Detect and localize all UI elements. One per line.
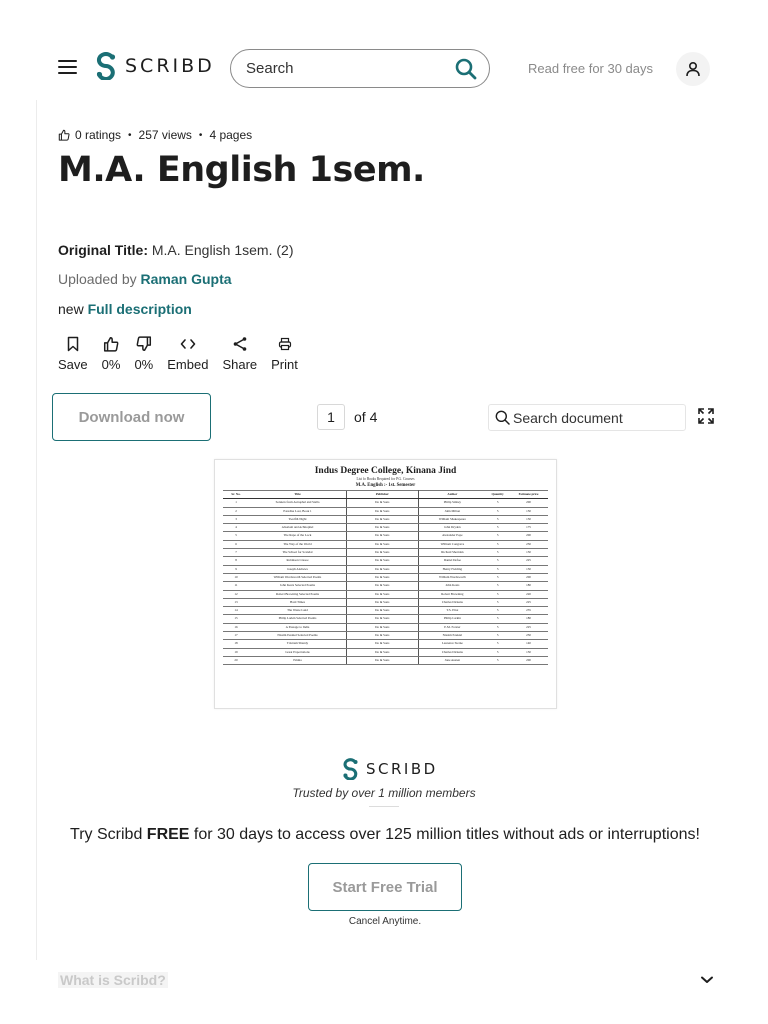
table-cell: Do & Sons: [347, 557, 419, 565]
printer-icon: [278, 337, 292, 351]
table-row: [223, 590, 548, 598]
share-button[interactable]: [222, 334, 257, 372]
table-cell: 9: [223, 565, 249, 573]
table-cell: Absalom and Achitophel: [249, 524, 347, 532]
try-prefix: Try Scribd: [70, 826, 147, 843]
table-cell: Twelfth Night: [249, 515, 347, 523]
table-cell: 4: [223, 524, 249, 532]
try-suffix: for 30 days to access over 125 million titles without ads or interruptions!: [189, 826, 700, 843]
table-cell: Do & Sons: [347, 590, 419, 598]
table-header-cell: Title: [249, 491, 347, 499]
table-cell: 150: [509, 549, 548, 557]
table-body: [223, 499, 548, 665]
table-cell: 17: [223, 632, 249, 640]
table-cell: 13: [223, 598, 249, 606]
document-search-box[interactable]: [488, 404, 686, 431]
table-cell: Charles Dickens: [418, 598, 486, 606]
table-cell: Do & Sons: [347, 632, 419, 640]
table-cell: 6: [223, 540, 249, 548]
uploader-link[interactable]: Raman Gupta: [140, 271, 232, 287]
table-row: [223, 499, 548, 507]
table-cell: 180: [509, 615, 548, 623]
original-title-label: Original Title:: [58, 242, 148, 258]
table-cell: John Keats: [418, 582, 486, 590]
table-cell: Hard Times: [249, 598, 347, 606]
promo-logo-wordmark: SCRIBD: [366, 760, 438, 778]
table-cell: Robert Browning: [418, 590, 486, 598]
views-count: 257 views: [138, 128, 192, 142]
table-row: [223, 524, 548, 532]
thumbs-down-icon: [136, 336, 152, 352]
dislike-percent: 0%: [134, 357, 154, 372]
table-cell: 5: [486, 565, 509, 573]
table-row: [223, 557, 548, 565]
table-header-cell: Estimate price: [509, 491, 548, 499]
table-cell: Do & Sons: [347, 582, 419, 590]
table-cell: Robinson Crusoe: [249, 557, 347, 565]
table-header-row: [223, 491, 548, 499]
table-cell: Do & Sons: [347, 565, 419, 573]
table-cell: 14: [223, 607, 249, 615]
table-row: [223, 540, 548, 548]
table-cell: Charles Dickens: [418, 648, 486, 656]
table-cell: Do & Sons: [347, 623, 419, 631]
table-cell: Do & Sons: [347, 598, 419, 606]
full-description-link[interactable]: Full description: [87, 301, 192, 317]
pages-count: 4 pages: [209, 128, 253, 142]
scribd-s-icon: [95, 52, 117, 80]
table-cell: Do & Sons: [347, 615, 419, 623]
table-row: [223, 549, 548, 557]
table-header-cell: Sr. No.: [223, 491, 249, 499]
table-cell: John Keats Selected Poems: [249, 582, 347, 590]
search-icon: [495, 410, 510, 425]
table-cell: 5: [486, 648, 509, 656]
table-cell: Nissim Ezekiel: [418, 632, 486, 640]
table-cell: 5: [486, 557, 509, 565]
table-cell: The Rape of the Lock: [249, 532, 347, 540]
total-pages: of 4: [354, 409, 378, 425]
table-row: [223, 656, 548, 664]
separator-dot: •: [128, 129, 132, 141]
doc-meta-row: [58, 128, 252, 142]
table-cell: Alexander Pope: [418, 532, 486, 540]
table-cell: William Wordsworth: [418, 573, 486, 581]
code-icon: [180, 338, 196, 350]
uploaded-by: [58, 271, 232, 287]
table-cell: Do & Sons: [347, 573, 419, 581]
table-cell: Nissim Ezekiel Selected Poems: [249, 632, 347, 640]
table-cell: 5: [486, 598, 509, 606]
table-row: [223, 582, 548, 590]
doc-college-heading: Indus Degree College, Kinana Jind: [314, 466, 457, 476]
original-title-value: M.A. English 1sem. (2): [151, 242, 294, 258]
doc-semester: M.A. English :- 1st. Semester: [355, 483, 416, 488]
table-cell: 180: [509, 582, 548, 590]
cancel-anytime-note: Cancel Anytime.: [348, 916, 422, 927]
table-cell: 12: [223, 590, 249, 598]
document-actions: [58, 334, 312, 372]
table-cell: 5: [486, 573, 509, 581]
table-row: [223, 515, 548, 523]
table-cell: 5: [486, 549, 509, 557]
thumbs-up-icon: [103, 336, 119, 352]
table-cell: Henry Fielding: [418, 565, 486, 573]
table-cell: Emma: [249, 656, 347, 664]
top-header: [0, 0, 768, 100]
download-now-button[interactable]: Download now: [52, 393, 211, 441]
table-cell: Tristram Shandy: [249, 640, 347, 648]
table-row: [223, 607, 548, 615]
table-cell: 5: [486, 499, 509, 507]
print-label: Print: [271, 357, 298, 372]
table-cell: The Way of the World: [249, 540, 347, 548]
save-button[interactable]: [58, 334, 88, 372]
current-page-input[interactable]: 1: [317, 404, 345, 430]
table-cell: 150: [509, 507, 548, 515]
table-cell: 5: [486, 582, 509, 590]
table-cell: 19: [223, 648, 249, 656]
print-button[interactable]: [271, 334, 298, 372]
table-cell: E.M. Forster: [418, 623, 486, 631]
table-cell: 175: [509, 524, 548, 532]
table-cell: Philip Sidney: [418, 499, 486, 507]
share-label: Share: [222, 357, 258, 372]
table-row: [223, 623, 548, 631]
table-cell: 220: [509, 590, 548, 598]
table-cell: Philip Larkin: [418, 615, 486, 623]
table-row: [223, 573, 548, 581]
table-cell: 5: [486, 532, 509, 540]
table-cell: Do & Sons: [347, 540, 419, 548]
table-cell: 2: [223, 507, 249, 515]
table-cell: 250: [509, 632, 548, 640]
read-free-link[interactable]: Read free for 30 days: [528, 61, 654, 76]
table-cell: 10: [223, 573, 249, 581]
table-cell: 250: [509, 540, 548, 548]
table-cell: 140: [509, 640, 548, 648]
table-cell: Laurence Sterne: [418, 640, 486, 648]
trial-offer-text: [0, 826, 768, 844]
start-free-trial-button[interactable]: Start Free Trial: [308, 863, 462, 911]
scribd-logo[interactable]: [95, 52, 215, 80]
table-cell: 1: [223, 499, 249, 507]
table-cell: 5: [486, 590, 509, 598]
share-icon: [232, 336, 248, 352]
table-row: [223, 632, 548, 640]
separator-dot: •: [198, 129, 203, 141]
description-row: [58, 301, 192, 317]
table-cell: Do & Sons: [347, 515, 419, 523]
table-cell: Do & Sons: [347, 607, 419, 615]
search-bar[interactable]: [230, 49, 490, 88]
thumbs-up-icon: [58, 129, 70, 141]
table-cell: Sonnets from Astrophel and Stella: [249, 499, 347, 507]
faq-what-is-scribd[interactable]: What is Scribd?: [60, 972, 166, 988]
table-cell: 225: [509, 598, 548, 606]
table-cell: The School for Scandal: [249, 549, 347, 557]
scribd-s-icon: [342, 758, 359, 780]
table-row: [223, 507, 548, 515]
table-cell: William Congreve: [418, 540, 486, 548]
chevron-down-icon[interactable]: [700, 975, 714, 985]
table-cell: 225: [509, 623, 548, 631]
table-cell: Do & Sons: [347, 549, 419, 557]
table-cell: 5: [486, 640, 509, 648]
book-list-table: [223, 490, 548, 665]
table-cell: Richard Sheridan: [418, 549, 486, 557]
search-icon[interactable]: [455, 58, 477, 80]
table-cell: 235: [509, 607, 548, 615]
table-cell: 3: [223, 515, 249, 523]
table-cell: 225: [509, 557, 548, 565]
embed-button[interactable]: [167, 334, 208, 372]
promo-divider: [369, 806, 399, 807]
table-cell: Do & Sons: [347, 524, 419, 532]
table-cell: 8: [223, 557, 249, 565]
table-cell: T.S. Eliot: [418, 607, 486, 615]
table-cell: 5: [486, 656, 509, 664]
table-cell: 20: [223, 656, 249, 664]
table-cell: 200: [509, 499, 548, 507]
hamburger-menu-icon[interactable]: [58, 60, 77, 76]
table-cell: 5: [486, 615, 509, 623]
table-row: [223, 565, 548, 573]
table-cell: 5: [486, 507, 509, 515]
table-row: [223, 640, 548, 648]
table-header-cell: Author: [418, 491, 486, 499]
search-input[interactable]: [246, 60, 455, 77]
table-cell: 15: [223, 615, 249, 623]
table-cell: William Wordsworth Selected Poems: [249, 573, 347, 581]
like-percent: 0%: [101, 357, 121, 372]
table-cell: 7: [223, 549, 249, 557]
table-cell: Daniel Defoe: [418, 557, 486, 565]
table-cell: 150: [509, 515, 548, 523]
table-cell: John Dryden: [418, 524, 486, 532]
table-cell: Jane Austen: [418, 656, 486, 664]
bookmark-icon: [67, 336, 79, 352]
ratings-count: 0 ratings: [75, 128, 122, 142]
table-cell: Great Expectations: [249, 648, 347, 656]
table-cell: 150: [509, 648, 548, 656]
table-cell: Do & Sons: [347, 640, 419, 648]
table-cell: 200: [509, 532, 548, 540]
table-cell: Robert Browning Selected Poems: [249, 590, 347, 598]
table-cell: William Shakespeare: [418, 515, 486, 523]
table-cell: 5: [486, 623, 509, 631]
table-cell: Philip Larkin Selected Poems: [249, 615, 347, 623]
table-cell: John Milton: [418, 507, 486, 515]
table-cell: 200: [509, 656, 548, 664]
table-cell: 5: [486, 515, 509, 523]
table-cell: 5: [223, 532, 249, 540]
like-button[interactable]: [102, 334, 121, 372]
doc-subheading: List fo Books Required for P.G. Courses: [356, 477, 415, 481]
table-row: [223, 532, 548, 540]
table-header-cell: Quantity: [486, 491, 509, 499]
trusted-tagline: Trusted by over 1 million members: [292, 786, 476, 800]
table-cell: Do & Sons: [347, 499, 419, 507]
embed-label: Embed: [167, 357, 209, 372]
original-title: [58, 242, 293, 258]
table-cell: Do & Sons: [347, 507, 419, 515]
table-cell: A Passage to India: [249, 623, 347, 631]
table-row: [223, 598, 548, 606]
table-cell: 5: [486, 632, 509, 640]
page-navigator: [317, 404, 377, 430]
user-icon: [685, 61, 701, 77]
logo-wordmark: SCRIBD: [125, 55, 215, 77]
promo-scribd-logo: [342, 758, 438, 780]
table-cell: 5: [486, 607, 509, 615]
save-label: Save: [58, 357, 88, 372]
table-cell: Do & Sons: [347, 532, 419, 540]
document-page-preview[interactable]: [214, 459, 557, 709]
table-row: [223, 648, 548, 656]
fullscreen-icon[interactable]: [697, 407, 715, 425]
user-account-button[interactable]: [676, 52, 710, 86]
table-cell: 18: [223, 640, 249, 648]
uploaded-by-label: Uploaded by: [58, 271, 137, 287]
new-label: new: [58, 301, 84, 317]
dislike-button[interactable]: [134, 334, 153, 372]
document-title: M.A. English 1sem.: [58, 150, 425, 190]
table-cell: 150: [509, 565, 548, 573]
document-search-input[interactable]: [513, 410, 683, 426]
table-row: [223, 615, 548, 623]
table-cell: Joseph Andrews: [249, 565, 347, 573]
table-cell: 5: [486, 540, 509, 548]
table-cell: Do & Sons: [347, 656, 419, 664]
try-free-emphasis: FREE: [146, 826, 190, 843]
table-cell: 16: [223, 623, 249, 631]
table-cell: Paradise Lost, Book 1: [249, 507, 347, 515]
table-header-cell: Publisher: [347, 491, 419, 499]
table-cell: 11: [223, 582, 249, 590]
table-cell: 5: [486, 524, 509, 532]
table-cell: Do & Sons: [347, 648, 419, 656]
table-cell: The Waste Land: [249, 607, 347, 615]
table-cell: 200: [509, 573, 548, 581]
